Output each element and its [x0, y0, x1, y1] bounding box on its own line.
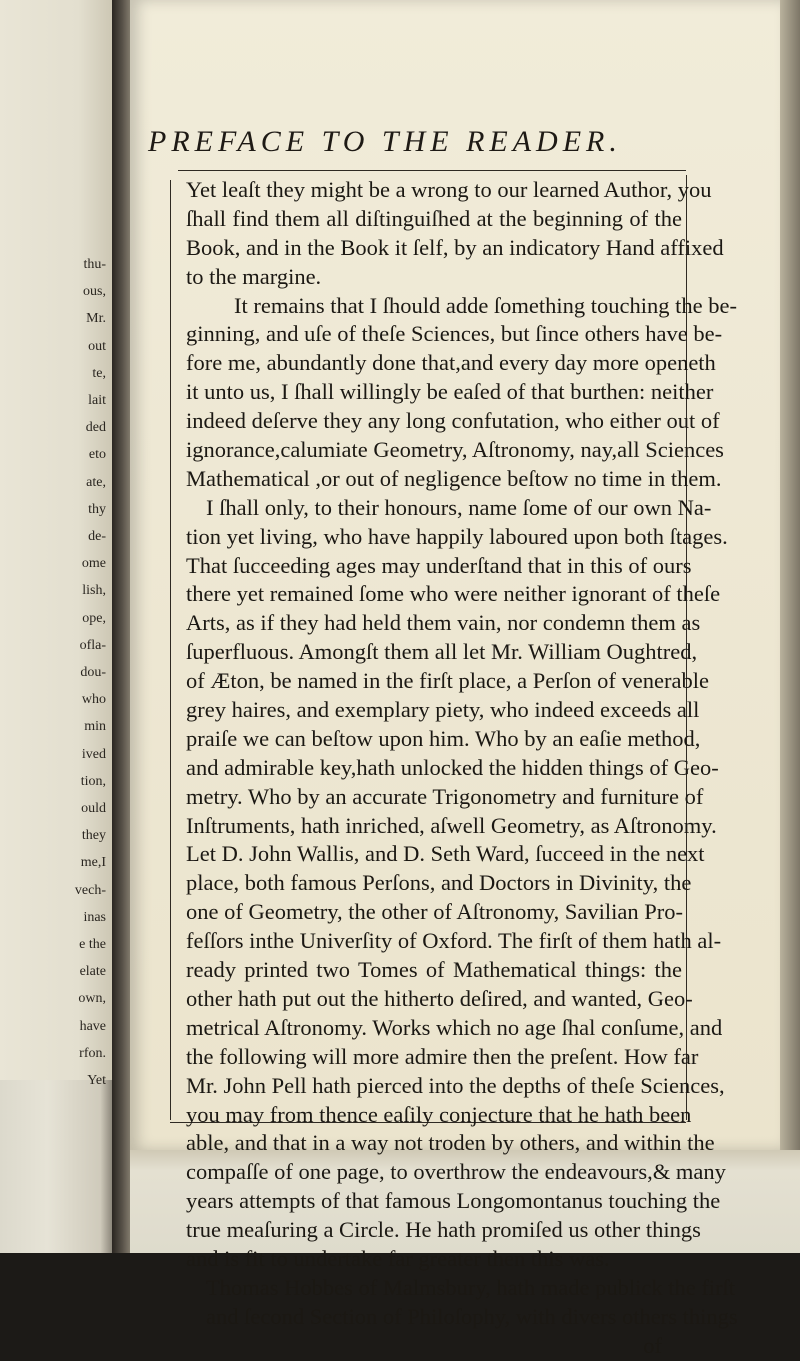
text-line: to the margine. — [186, 263, 322, 289]
page-edge — [780, 0, 800, 1150]
book-gutter — [112, 0, 132, 1253]
facing-page-fragment: ome — [81, 556, 106, 572]
text-line: ginning, and uſe of theſe Sciences, but ſince others have be- — [186, 321, 723, 347]
text-line: and is fit to undertake far greater then this was. — [186, 1245, 610, 1271]
facing-page-fragment: lait — [88, 393, 106, 408]
facing-page-fragment: they — [81, 828, 106, 844]
facing-page-fragment: own, — [78, 991, 106, 1007]
text-line: ſuperfluous. Amongſt them all let Mr. William Oughtred, — [186, 639, 698, 665]
text-line: years attempts of that famous Longomontanus touching the — [186, 1188, 721, 1214]
text-line: of Æton, be named in the firſt place, a Perſon of venerable — [186, 668, 709, 694]
facing-page-fragment: dou- — [80, 665, 106, 680]
catchword: of — [643, 1332, 662, 1358]
text-line: Let D. John Wallis, and D. Seth Ward, ſucceed in the next — [186, 841, 705, 867]
text-line: Yet leaſt they might be a wrong to our learned Author, you — [186, 177, 712, 202]
text-line: metrical Aſtronomy. Works which no age ſhal conſume, and — [186, 1014, 723, 1040]
text-line: That ſucceeding ages may underſtand that in this of ours — [186, 552, 692, 578]
text-line: you may from thence eaſily conjecture that he hath been — [186, 1101, 692, 1127]
facing-page-margin — [0, 0, 114, 1088]
facing-page-fragment: Mr. — [86, 311, 106, 327]
text-line: true meaſuring a Circle. He hath promiſed us other things — [186, 1217, 701, 1243]
text-line: and admirable key,hath unlocked the hidden things of Geo- — [186, 754, 719, 780]
text-line: Mr. John Pell hath pierced into the depths of theſe Sciences, — [186, 1072, 725, 1098]
text-line: there yet remained ſome who were neither ignorant of theſe — [186, 581, 721, 607]
facing-page-fragment: inas — [83, 909, 106, 925]
facing-page-fragment: tion, — [80, 773, 106, 789]
text-line: other hath put out the hitherto deſired, and wanted, Geo- — [186, 985, 693, 1011]
facing-page-fragment: ofla- — [79, 637, 106, 653]
facing-page-fragment: ived — [81, 746, 106, 762]
facing-page-fragment: ous, — [83, 284, 106, 300]
facing-page-fragment: Yet — [87, 1073, 106, 1088]
text-line: ignorance,calumiate Geometry, Aſtronomy, nay,all Sciences — [186, 437, 724, 463]
facing-page-fragment: de- — [88, 529, 106, 544]
text-line: praiſe we can beſtow upon him. Who by an eaſie method, — [186, 725, 701, 751]
text-line: and ſecond Section of Philoſophy, with divers others things — [206, 1303, 738, 1329]
text-line: ſhall find them all diſtinguiſhed at the beginning of the — [186, 205, 682, 231]
facing-page-fragment: lish, — [82, 583, 106, 599]
text-line: Arts, as if they had held them vain, nor condemn them as — [186, 610, 701, 636]
text-line: fore me, abundantly done that,and every day more openeth — [186, 350, 716, 376]
text-line: tion yet living, who have happily laboured upon both ſtages. — [186, 523, 728, 549]
facing-page-fragment: te, — [92, 365, 106, 381]
facing-page-fragment: elate — [79, 964, 106, 980]
text-line: metry. Who by an accurate Trigonometry and furniture of — [186, 783, 704, 809]
facing-page-fragment: vech- — [74, 882, 106, 898]
text-line: Book, and in the Book it ſelf, by an indicatory Hand affixed — [186, 234, 724, 260]
text-line: grey haires, and exemplary piety, who indeed exceeds all — [186, 697, 700, 723]
facing-page-fragment: have — [79, 1018, 106, 1034]
text-line: able, and that in a way not troden by others, and within the — [186, 1130, 715, 1156]
text-line: it unto us, I ſhall willingly be eaſed of that burthen: neither — [186, 379, 714, 405]
facing-page-fragment: ope, — [82, 610, 106, 626]
text-line: Inſtruments, hath inriched, aſwell Geometry, as Aſtronomy. — [186, 812, 717, 838]
facing-page-fragment: out — [88, 338, 106, 354]
text-line: the following will more admire then the preſent. How far — [186, 1043, 699, 1069]
running-head: PREFACE TO THE READER. — [148, 125, 622, 158]
body-text — [186, 176, 738, 1361]
facing-page-fragment: e the — [79, 937, 106, 952]
text-line: I ſhall only, to their honours, name ſome of our own Na- — [206, 494, 712, 520]
facing-page-fragment: ate, — [86, 474, 106, 490]
text-line: place, both famous Perſons, and Doctors in Divinity, the — [186, 870, 692, 896]
facing-page-fragment: thu- — [83, 257, 106, 272]
text-line: Thomas Hobbes of Malmsbury, hath made publick the firſt — [206, 1274, 736, 1300]
text-line: feſſors inthe Univerſity of Oxford. The firſt of them hath al- — [186, 928, 722, 954]
text-line: one of Geometry, the other of Aſtronomy, Savilian Pro- — [186, 899, 683, 925]
text-line: indeed deſerve they any long confutation, who either out of — [186, 408, 720, 434]
facing-page-fragment: eto — [88, 447, 106, 463]
facing-page-fragment: rfon. — [79, 1045, 106, 1061]
text-line: It remains that I ſhould adde ſomething touching the be- — [234, 292, 737, 318]
facing-page-fragment: ould — [81, 801, 106, 816]
facing-page-fragment: min — [84, 719, 106, 735]
text-line: ready printed two Tomes of Mathematical things: the — [186, 957, 682, 983]
frame-rule-left — [170, 180, 171, 1120]
text-line: compaſſe of one page, to overthrow the endeavours,& many — [186, 1159, 726, 1185]
header-rule — [178, 170, 686, 171]
text-line: Mathematical ,or out of negligence beſtow no time in them. — [186, 465, 722, 491]
facing-page-fragment: ded — [85, 420, 106, 436]
facing-page-fragment: who — [81, 692, 106, 708]
facing-page-fragment: thy — [88, 501, 106, 517]
facing-page-fragment: me,I — [80, 855, 106, 871]
